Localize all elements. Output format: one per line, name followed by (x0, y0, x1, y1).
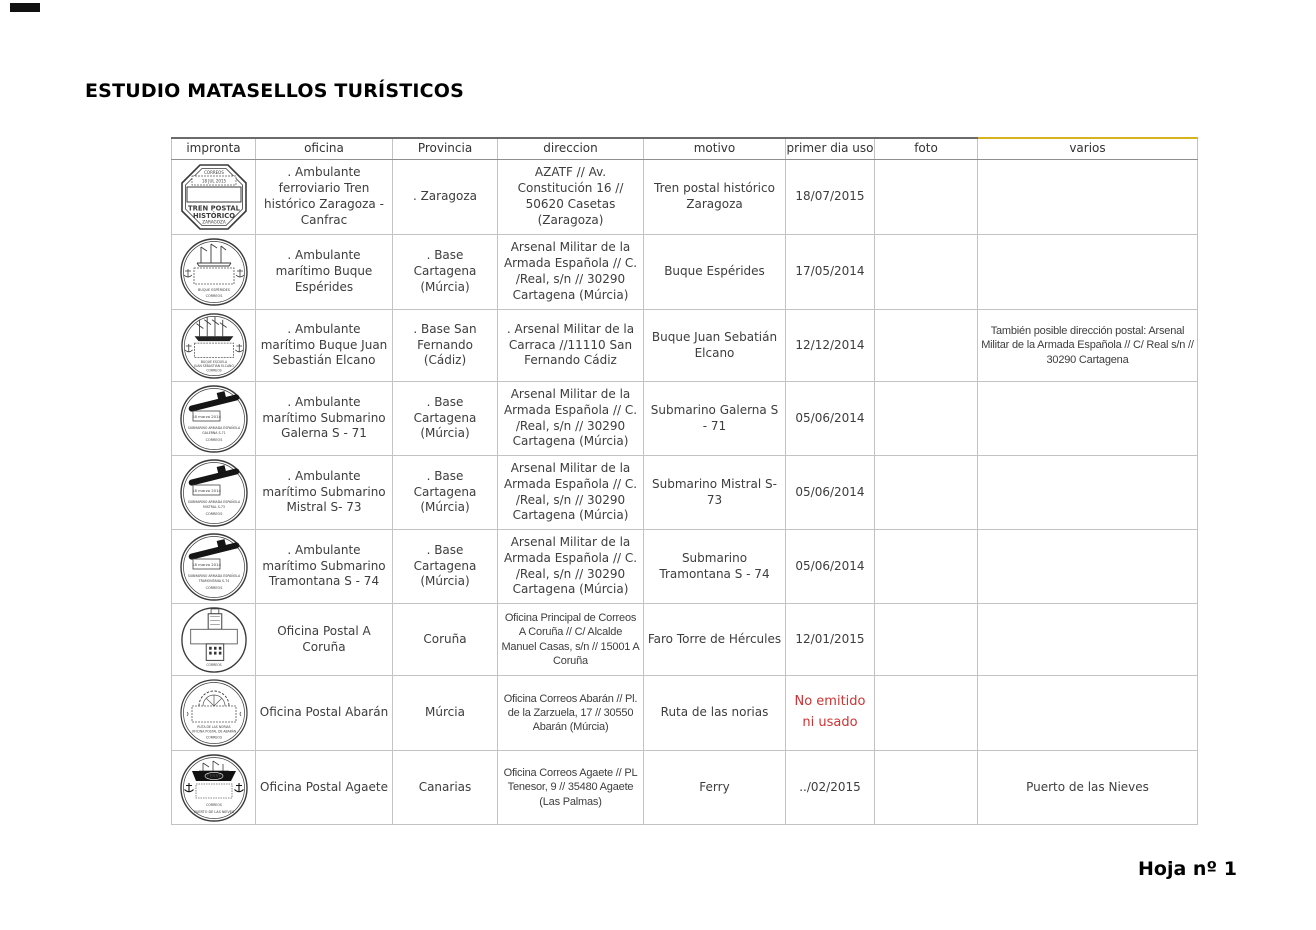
cell-impronta (172, 604, 256, 676)
header-provincia: Provincia (393, 138, 498, 160)
cell-motivo: Buque Juan Sebatián Elcano (644, 310, 786, 382)
svg-text:CORREOS: CORREOS (205, 802, 222, 807)
table-row (172, 604, 1198, 676)
cell-provincia: . Base Cartagena (Múrcia) (393, 235, 498, 310)
cell-provincia: Múrcia (393, 676, 498, 751)
svg-text:18 marzo 2014: 18 marzo 2014 (191, 561, 221, 567)
svg-text:BUQUE ESPÉRIDES: BUQUE ESPÉRIDES (197, 288, 230, 292)
table-row (172, 310, 1198, 382)
cell-foto (875, 160, 978, 235)
submarino-tramontana-stamp-icon (179, 532, 249, 602)
submarino-galerna-stamp-icon (179, 384, 249, 454)
table-row (172, 160, 1198, 235)
cell-impronta (172, 751, 256, 825)
cell-varios (978, 382, 1198, 456)
cell-oficina: Oficina Postal Abarán (256, 676, 393, 751)
cell-oficina: . Ambulante marítimo Buque Juan Sebastián Elcano (256, 310, 393, 382)
cell-provincia: . Base Cartagena (Múrcia) (393, 382, 498, 456)
cell-impronta (172, 382, 256, 456)
svg-text:JUAN SEBASTIÁN ELCANO: JUAN SEBASTIÁN ELCANO (193, 363, 234, 368)
cell-oficina: . Ambulante marítimo Submarino Galerna S - 71 (256, 382, 393, 456)
cell-direccion: Arsenal Militar de la Armada Española // C. /Real, s/n // 30290 Cartagena (Múrcia) (498, 456, 644, 530)
svg-text:CORREOS: CORREOS (205, 511, 222, 516)
svg-text:18 marzo 2014: 18 marzo 2014 (191, 487, 221, 493)
header-primer-dia-uso: primer dia uso (786, 138, 875, 160)
cell-foto (875, 456, 978, 530)
cell-direccion: . Arsenal Militar de la Carraca //11110 San Fernando Cádiz (498, 310, 644, 382)
svg-text:TRAMONTANA S-74: TRAMONTANA S-74 (198, 578, 229, 583)
cell-oficina: Oficina Postal Agaete (256, 751, 393, 825)
cell-provincia: . Zaragoza (393, 160, 498, 235)
agaete-ferry-stamp-icon (179, 753, 249, 823)
cell-foto (875, 382, 978, 456)
cell-provincia: Coruña (393, 604, 498, 676)
cell-varios (978, 604, 1198, 676)
table-row (172, 235, 1198, 310)
cell-oficina: . Ambulante marítimo Submarino Mistral S- 73 (256, 456, 393, 530)
svg-text:SUBMARINO ARMADA ESPAÑOLA: SUBMARINO ARMADA ESPAÑOLA (187, 499, 240, 504)
cell-provincia: . Base San Fernando (Cádiz) (393, 310, 498, 382)
buque-elcano-stamp-icon (180, 312, 248, 380)
cell-primer-dia-uso: 12/01/2015 (786, 604, 875, 676)
cell-motivo: Submarino Galerna S - 71 (644, 382, 786, 456)
cell-primer-dia-uso: 05/06/2014 (786, 530, 875, 604)
cell-varios (978, 235, 1198, 310)
cell-impronta (172, 160, 256, 235)
svg-text:SUBMARINO ARMADA ESPAÑOLA: SUBMARINO ARMADA ESPAÑOLA (187, 573, 240, 578)
cell-foto (875, 530, 978, 604)
cell-primer-dia-uso: 05/06/2014 (786, 456, 875, 530)
cell-impronta (172, 235, 256, 310)
submarino-mistral-stamp-icon (179, 458, 249, 528)
svg-text:CORREOS: CORREOS (205, 735, 222, 740)
cell-motivo: Submarino Tramontana S - 74 (644, 530, 786, 604)
cell-direccion: Arsenal Militar de la Armada Española // C. /Real, s/n // 30290 Cartagena (Múrcia) (498, 530, 644, 604)
svg-text:CORREOS: CORREOS (205, 585, 222, 590)
header-direccion: direccion (498, 138, 644, 160)
svg-text:PUERTO DE LAS NIEVES: PUERTO DE LAS NIEVES (193, 809, 234, 814)
svg-text:HISTÓRICO: HISTÓRICO (192, 212, 235, 220)
table-row (172, 676, 1198, 751)
svg-text:18 marzo 2014: 18 marzo 2014 (191, 413, 221, 419)
cell-provincia: Canarias (393, 751, 498, 825)
cell-primer-dia-uso: 18/07/2015 (786, 160, 875, 235)
cell-impronta (172, 530, 256, 604)
cell-impronta (172, 310, 256, 382)
cell-varios (978, 676, 1198, 751)
header-impronta: impronta (172, 138, 256, 160)
cell-provincia: . Base Cartagena (Múrcia) (393, 530, 498, 604)
buque-esperides-stamp-icon (179, 237, 249, 307)
header-varios: varios (978, 138, 1198, 160)
header-foto: foto (875, 138, 978, 160)
cell-direccion: Oficina Principal de Correos A Coruña // C/ Alcalde Manuel Casas, s/n // 15001 A Coruña (498, 604, 644, 676)
cell-impronta (172, 456, 256, 530)
cell-primer-dia-uso: No emitido ni usado (786, 676, 875, 751)
svg-text:TREN POSTAL: TREN POSTAL (187, 204, 240, 213)
cell-foto (875, 604, 978, 676)
cell-provincia: . Base Cartagena (Múrcia) (393, 456, 498, 530)
header-oficina: oficina (256, 138, 393, 160)
cell-motivo: Faro Torre de Hércules (644, 604, 786, 676)
cell-impronta (172, 676, 256, 751)
matasellos-table (171, 137, 1198, 825)
cell-foto (875, 676, 978, 751)
header-row (172, 138, 1198, 160)
svg-text:CORREOS: CORREOS (205, 662, 222, 667)
table-row (172, 456, 1198, 530)
svg-text:RUTA DE LAS NORIAS: RUTA DE LAS NORIAS (196, 725, 231, 729)
cell-motivo: Tren postal histórico Zaragoza (644, 160, 786, 235)
cell-primer-dia-uso: 05/06/2014 (786, 382, 875, 456)
svg-text:BUQUE ESCUELA: BUQUE ESCUELA (200, 359, 227, 364)
cell-foto (875, 751, 978, 825)
svg-text:CORREOS: CORREOS (205, 437, 222, 442)
cell-motivo: Ruta de las norias (644, 676, 786, 751)
sheet-number: Hoja nº 1 (1138, 858, 1237, 880)
cell-motivo: Buque Espérides (644, 235, 786, 310)
cell-direccion: AZATF // Av. Constitución 16 // 50620 Casetas (Zaragoza) (498, 160, 644, 235)
cell-direccion: Arsenal Militar de la Armada Española // C. /Real, s/n // 30290 Cartagena (Múrcia) (498, 382, 644, 456)
cell-foto (875, 235, 978, 310)
svg-text:CORREOS: CORREOS (205, 368, 222, 373)
scan-corner-mark (10, 3, 40, 12)
svg-text:MISTRAL S-73: MISTRAL S-73 (202, 504, 225, 509)
abaran-noria-stamp-icon (179, 678, 249, 748)
cell-foto (875, 310, 978, 382)
table-row (172, 530, 1198, 604)
cell-oficina: Oficina Postal A Coruña (256, 604, 393, 676)
page-title: ESTUDIO MATASELLOS TURÍSTICOS (85, 80, 465, 102)
table-row (172, 751, 1198, 825)
cell-varios (978, 456, 1198, 530)
cell-varios: También posible dirección postal: Arsenal Militar de la Armada Española // C/ Real s/n // 30290 Cartagena (978, 310, 1198, 382)
cell-oficina: . Ambulante marítimo Buque Espérides (256, 235, 393, 310)
cell-primer-dia-uso: 12/12/2014 (786, 310, 875, 382)
cell-primer-dia-uso: 17/05/2014 (786, 235, 875, 310)
svg-text:ZARAGOZA: ZARAGOZA (201, 219, 226, 225)
cell-oficina: . Ambulante marítimo Submarino Tramontana S - 74 (256, 530, 393, 604)
svg-text:CORREOS: CORREOS (205, 294, 222, 298)
svg-text:18 JUL 2015: 18 JUL 2015 (201, 178, 226, 184)
cell-oficina: . Ambulante ferroviario Tren histórico Zaragoza - Canfrac (256, 160, 393, 235)
svg-text:GALERNA S-71: GALERNA S-71 (201, 430, 226, 435)
tren-postal-stamp-icon (179, 162, 249, 232)
header-motivo: motivo (644, 138, 786, 160)
svg-text:SUBMARINO ARMADA ESPAÑOLA: SUBMARINO ARMADA ESPAÑOLA (187, 425, 240, 430)
cell-motivo: Ferry (644, 751, 786, 825)
svg-text:OFICINA POSTAL DE ABARÁN: OFICINA POSTAL DE ABARÁN (191, 729, 236, 734)
svg-text:CORREOS: CORREOS (203, 170, 224, 175)
cell-direccion: Arsenal Militar de la Armada Española // C. /Real, s/n // 30290 Cartagena (Múrcia) (498, 235, 644, 310)
torre-hercules-stamp-icon (180, 606, 248, 674)
cell-direccion: Oficina Correos Agaete // PL Tenesor, 9 // 35480 Agaete (Las Palmas) (498, 751, 644, 825)
cell-varios: Puerto de las Nieves (978, 751, 1198, 825)
cell-direccion: Oficina Correos Abarán // Pl. de la Zarzuela, 17 // 30550 Abarán (Múrcia) (498, 676, 644, 751)
cell-primer-dia-uso: ../02/2015 (786, 751, 875, 825)
cell-varios (978, 160, 1198, 235)
cell-varios (978, 530, 1198, 604)
cell-motivo: Submarino Mistral S- 73 (644, 456, 786, 530)
svg-text:FERRY: FERRY (206, 773, 221, 779)
table-row (172, 382, 1198, 456)
